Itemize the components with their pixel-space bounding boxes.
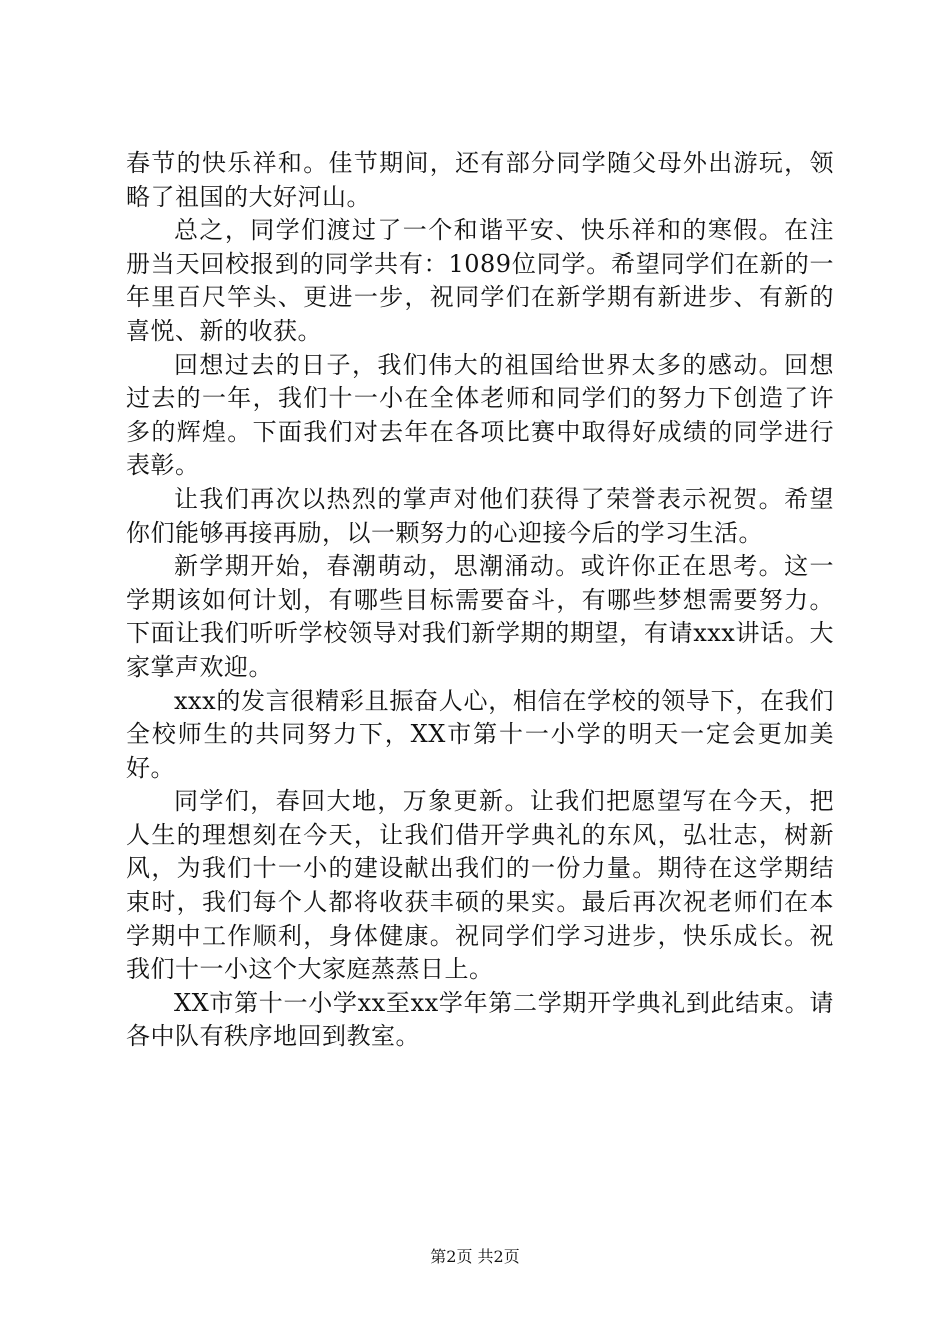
paragraph-7: 同学们，春回大地，万象更新。让我们把愿望写在今天，把人生的理想刻在今天，让我们借开学典礼的东风，弘壮志，树新风，为我们十一小的建设献出我们的一份力量。期待在这学期结束时，我们每个人都将收获丰硕的果实。最后再次祝老师们在本学期中工作顺利，身体健康。祝同学们学习进步，快乐成长。祝我们十一小这个大家庭蒸蒸日上。 <box>126 787 834 984</box>
paragraph-3: 回想过去的日子，我们伟大的祖国给世界太多的感动。回想过去的一年，我们十一小在全体老师和同学们的努力下创造了许多的辉煌。下面我们对去年在各项比赛中取得好成绩的同学进行表彰。 <box>126 350 834 480</box>
paragraph-4: 让我们再次以热烈的掌声对他们获得了荣誉表示祝贺。希望你们能够再接再励，以一颗努力的心迎接今后的学习生活。 <box>126 484 834 547</box>
document-body <box>126 147 834 1054</box>
paragraph-8: XX市第十一小学xx至xx学年第二学期开学典礼到此结束。请各中队有秩序地回到教室。 <box>126 988 834 1051</box>
paragraph-6: xxx的发言很精彩且振奋人心，相信在学校的领导下，在我们全校师生的共同努力下，XX市第十一小学的明天一定会更加美好。 <box>126 686 834 782</box>
paragraph-1: 春节的快乐祥和。佳节期间，还有部分同学随父母外出游玩，领略了祖国的大好河山。 <box>126 149 834 211</box>
paragraph-2: 总之，同学们渡过了一个和谐平安、快乐祥和的寒假。在注册当天回校报到的同学共有：1089位同学。希望同学们在新的一年里百尺竿头、更进一步，祝同学们在新学期有新进步、有新的喜悦、新的收获。 <box>126 216 834 345</box>
page-footer: 第2页 共2页 <box>430 1247 520 1266</box>
paragraph-5: 新学期开始，春潮萌动，思潮涌动。或许你正在思考。这一学期该如何计划，有哪些目标需要奋斗，有哪些梦想需要努力。下面让我们听听学校领导对我们新学期的期望，有请xxx讲话。大家掌声欢迎。 <box>126 552 834 681</box>
